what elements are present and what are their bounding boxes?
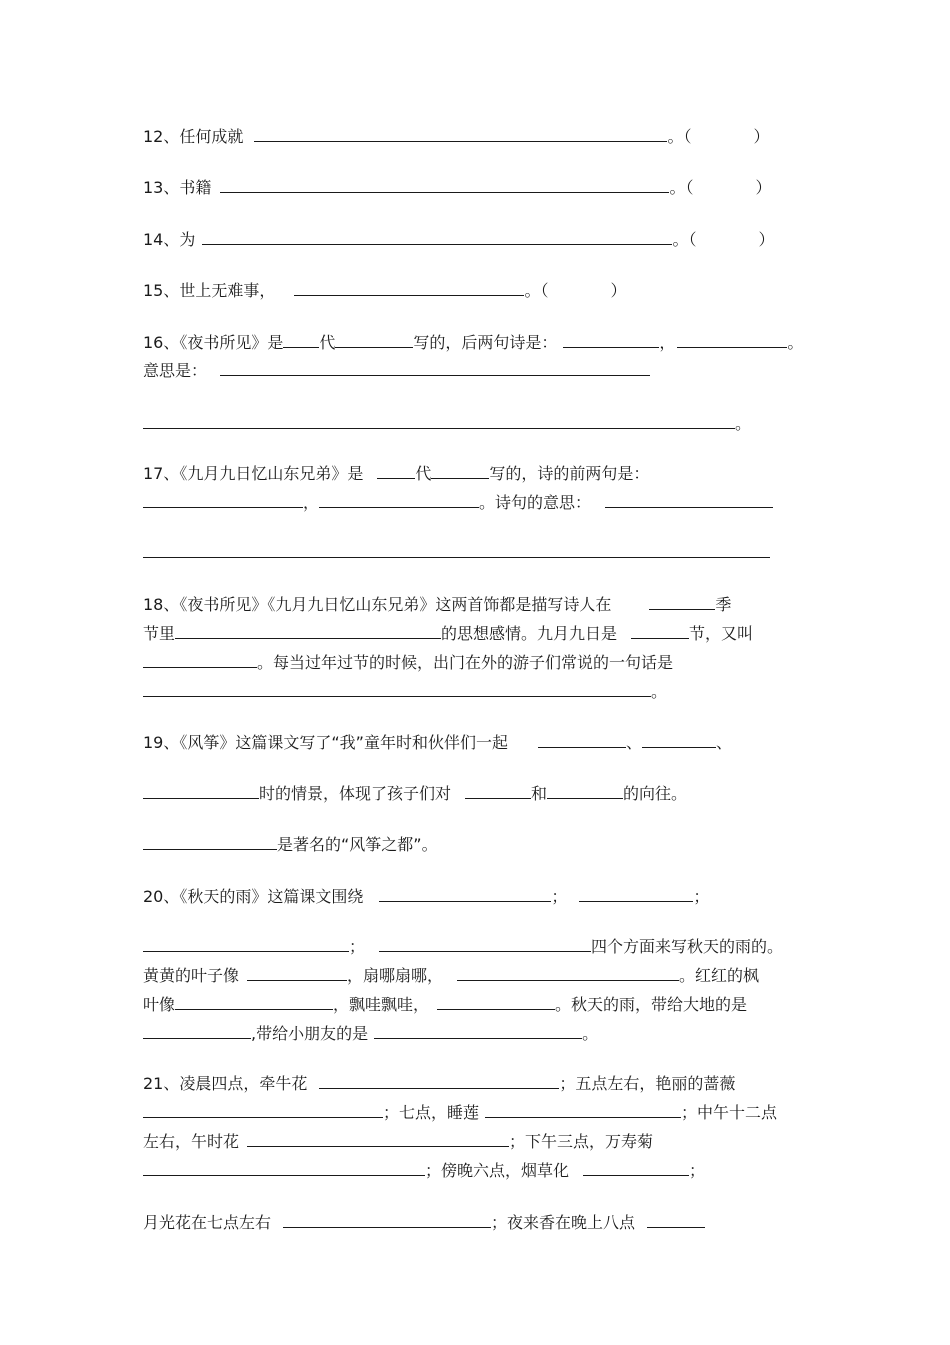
answer-paren-close: ） <box>753 127 770 146</box>
answer-blank-meaning[interactable] <box>220 358 650 376</box>
text-gift-earth: 。秋天的雨，带给大地的是 <box>555 995 748 1014</box>
text-marigold: ；下午三点，万寿菊 <box>509 1132 654 1151</box>
text-yearning: 的向往。 <box>623 784 688 803</box>
period: 。 <box>582 1024 599 1043</box>
question-18-line3 <box>143 650 673 672</box>
question-20-text: 20、《秋天的雨》这篇课文围绕 <box>143 887 364 906</box>
question-17-text: 17、《九月九日忆山东兄弟》是 <box>143 464 364 483</box>
text-noon: ；中午十二点 <box>681 1103 778 1122</box>
text-scene: 时的情景，体现了孩子们对 <box>259 784 452 803</box>
answer-blank-fan[interactable] <box>457 963 679 981</box>
question-18-text: 18、《夜书所见》《九月九日忆山东兄弟》这两首饰都是描写诗人在 <box>143 595 612 614</box>
period: 。 <box>651 682 668 701</box>
text-after-author: 写的，诗的前两句是： <box>489 464 650 483</box>
separator: 、 <box>625 733 642 752</box>
question-17-meaning-cont <box>143 540 770 562</box>
question-19-text: 19、《风筝》这篇课文写了“我”童年时和伙伴们一起 <box>143 733 508 752</box>
question-20-line3 <box>143 963 759 985</box>
question-20-line5 <box>143 1021 598 1043</box>
text-season-in: 节里 <box>143 624 176 643</box>
answer-paren-close: ） <box>610 281 627 300</box>
answer-blank-aspect1[interactable] <box>379 884 551 902</box>
text-fan: ，扇哪扇哪， <box>347 966 444 985</box>
question-21-text: 21、凌晨四点，牵牛花 <box>143 1074 308 1093</box>
answer-blank[interactable] <box>294 278 524 296</box>
answer-blank-night-jasmine[interactable] <box>647 1210 705 1228</box>
text-tobacco-flower: ；傍晚六点，烟草化 <box>425 1161 570 1180</box>
text-dynasty: 代 <box>319 333 336 352</box>
text-rose: ；五点左右，艳丽的蔷薇 <box>559 1074 736 1093</box>
answer-blank-aspect2[interactable] <box>579 884 693 902</box>
meaning-label: 。诗句的意思： <box>479 493 592 512</box>
answer-blank[interactable] <box>202 227 672 245</box>
question-21-line2 <box>143 1100 777 1122</box>
text-yellow-leaf: 黄黄的叶子像 <box>143 966 240 985</box>
question-16-meaning-cont <box>143 411 751 433</box>
answer-blank-meaning-2[interactable] <box>143 411 735 429</box>
answer-blank-dynasty[interactable] <box>283 330 319 348</box>
answer-blank-line3[interactable] <box>563 330 659 348</box>
answer-blank-yellow-leaf[interactable] <box>247 963 347 981</box>
text-and: 和 <box>531 784 548 803</box>
comma: ， <box>303 493 320 512</box>
answer-blank-aspect4[interactable] <box>379 934 591 952</box>
text-noon-flower: 左右，午时花 <box>143 1132 240 1151</box>
answer-blank-alias[interactable] <box>143 650 257 668</box>
question-18-line2 <box>143 621 753 643</box>
text-float: ，飘哇飘哇， <box>333 995 430 1014</box>
meaning-label: 意思是： <box>143 361 208 380</box>
answer-paren-open: 。（ <box>667 127 692 146</box>
question-14-text: 14、为 <box>143 230 196 249</box>
question-21-line5 <box>143 1210 705 1232</box>
answer-paren-open: 。（ <box>669 178 694 197</box>
text-season: 季 <box>715 595 732 614</box>
answer-blank-line4[interactable] <box>677 330 787 348</box>
text-red-maple: 。红红的枫 <box>679 966 760 985</box>
question-12-text: 12、任何成就 <box>143 127 244 146</box>
text-water-lily: ；七点，睡莲 <box>383 1103 480 1122</box>
question-12 <box>143 124 770 146</box>
text-moonflower: 月光花在七点左右 <box>143 1213 272 1232</box>
semicolon: ； <box>693 887 710 906</box>
answer-blank-feeling[interactable] <box>175 621 441 639</box>
answer-blank-gift-earth[interactable] <box>143 1021 251 1039</box>
answer-blank-festival[interactable] <box>631 621 689 639</box>
answer-blank-meaning-2[interactable] <box>143 540 770 558</box>
question-21-line4 <box>143 1158 705 1180</box>
period: 。 <box>735 414 752 433</box>
question-20-line2 <box>143 934 783 956</box>
answer-blank-activity2[interactable] <box>642 730 716 748</box>
answer-blank-aspect3[interactable] <box>143 934 349 952</box>
question-20-line4 <box>143 992 747 1014</box>
question-21-line3 <box>143 1129 653 1151</box>
question-19-line2 <box>143 781 687 803</box>
text-feeling: 的思想感情。九月九日是 <box>441 624 618 643</box>
text-dynasty: 代 <box>415 464 432 483</box>
text-festival: 节，又叫 <box>689 624 754 643</box>
answer-blank-water-lily[interactable] <box>485 1100 681 1118</box>
question-18 <box>143 592 731 614</box>
answer-blank-tobacco-flower[interactable] <box>583 1158 689 1176</box>
text-maple-leaf: 叶像 <box>143 995 176 1014</box>
answer-blank-morning-glory[interactable] <box>319 1071 559 1089</box>
answer-blank-activity1[interactable] <box>538 730 626 748</box>
question-20 <box>143 884 709 906</box>
question-14 <box>143 227 775 249</box>
answer-paren-open: 。（ <box>672 230 697 249</box>
text-gift-children: ,带给小朋友的是 <box>251 1024 369 1043</box>
answer-blank-float[interactable] <box>437 992 555 1010</box>
answer-blank-gift-children[interactable] <box>374 1021 582 1039</box>
semicolon: ； <box>349 937 366 956</box>
question-16 <box>143 330 803 352</box>
question-17 <box>143 461 649 483</box>
answer-blank-rose[interactable] <box>143 1100 383 1118</box>
answer-blank-meaning[interactable] <box>605 490 773 508</box>
answer-blank-yearning1[interactable] <box>465 781 531 799</box>
question-15-text: 15、世上无难事， <box>143 281 276 300</box>
answer-blank-kite-city[interactable] <box>143 832 277 850</box>
question-18-line4 <box>143 679 667 701</box>
text-night-jasmine: ；夜来香在晚上八点 <box>491 1213 636 1232</box>
question-16-meaning <box>143 358 650 380</box>
answer-paren-close: ） <box>758 230 775 249</box>
answer-blank-yearning2[interactable] <box>547 781 623 799</box>
question-13-text: 13、书籍 <box>143 178 212 197</box>
semicolon: ； <box>689 1161 706 1180</box>
answer-blank-dynasty[interactable] <box>377 461 415 479</box>
answer-paren-close: ） <box>755 178 772 197</box>
answer-blank-saying[interactable] <box>143 679 651 697</box>
answer-paren-open: 。（ <box>524 281 549 300</box>
answer-blank-noon-flower[interactable] <box>247 1129 509 1147</box>
answer-blank-author[interactable] <box>335 330 413 348</box>
comma: ， <box>659 333 676 352</box>
semicolon: ； <box>551 887 568 906</box>
answer-blank[interactable] <box>220 175 669 193</box>
answer-blank-line2[interactable] <box>319 490 479 508</box>
question-19 <box>143 730 732 752</box>
answer-blank-maple-leaf[interactable] <box>175 992 333 1010</box>
text-four-aspects: 四个方面来写秋天的雨的。 <box>591 937 784 956</box>
answer-blank-line1[interactable] <box>143 490 303 508</box>
answer-blank-marigold[interactable] <box>143 1158 425 1176</box>
text-after-author: 写的，后两句诗是： <box>413 333 558 352</box>
question-16-text: 16、《夜书所见》是 <box>143 333 284 352</box>
answer-blank[interactable] <box>254 124 667 142</box>
answer-blank-author[interactable] <box>431 461 489 479</box>
question-15 <box>143 278 627 300</box>
text-saying: 。每当过年过节的时候，出门在外的游子们常说的一句话是 <box>257 653 674 672</box>
answer-blank-season[interactable] <box>649 592 715 610</box>
separator: 、 <box>715 733 732 752</box>
question-19-line3 <box>143 832 438 854</box>
period: 。 <box>787 333 804 352</box>
answer-blank-activity3[interactable] <box>143 781 259 799</box>
question-17-lines <box>143 490 773 512</box>
question-13 <box>143 175 772 197</box>
question-21 <box>143 1071 735 1093</box>
answer-blank-moonflower[interactable] <box>283 1210 491 1228</box>
text-kite-city: 是著名的“风筝之都”。 <box>277 835 438 854</box>
